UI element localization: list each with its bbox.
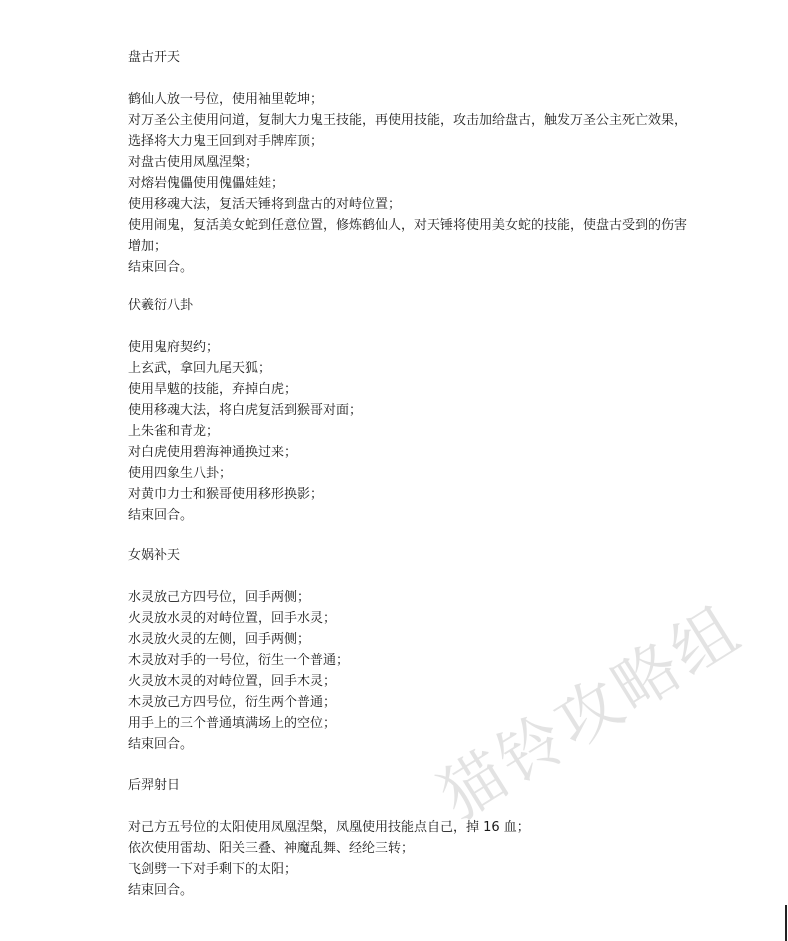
step-line: 上玄武，拿回九尾天狐；	[128, 361, 272, 376]
step-list	[128, 817, 728, 901]
step-line: 结束回合。	[128, 737, 194, 752]
step-line: 对白虎使用碧海神通换过来；	[128, 445, 298, 460]
watermark: 猫铃攻略组	[427, 591, 755, 835]
step-list	[128, 89, 728, 278]
section-nuwa	[128, 545, 728, 755]
step-line: 对熔岩傀儡使用傀儡娃娃；	[128, 176, 285, 191]
step-line: 鹤仙人放一号位，使用袖里乾坤；	[128, 92, 324, 107]
step-line: 结束回合。	[128, 508, 194, 523]
section-houyi	[128, 775, 728, 901]
step-line: 结束回合。	[128, 883, 194, 898]
step-line: 对己方五号位的太阳使用凤凰涅槃，凤凰使用技能点自己，掉 16 血；	[128, 820, 530, 835]
step-line: 木灵放己方四号位，衍生两个普通；	[128, 695, 337, 710]
step-line: 火灵放木灵的对峙位置，回手木灵；	[128, 674, 337, 689]
section-fuxi	[128, 295, 728, 526]
section-title: 女娲补天	[128, 548, 181, 563]
step-line: 上朱雀和青龙；	[128, 424, 220, 439]
section-title: 伏羲衍八卦	[128, 298, 194, 313]
step-line: 使用四象生八卦；	[128, 466, 233, 481]
step-line: 使用鬼府契约；	[128, 340, 220, 355]
step-line: 对黄巾力士和猴哥使用移形换影；	[128, 487, 324, 502]
step-line: 飞剑劈一下对手剩下的太阳；	[128, 862, 298, 877]
step-list	[128, 337, 728, 526]
step-line: 结束回合。	[128, 260, 194, 275]
step-line: 木灵放对手的一号位，衍生一个普通；	[128, 653, 350, 668]
section-title: 后羿射日	[128, 778, 181, 793]
step-line: 水灵放己方四号位，回手两侧；	[128, 590, 311, 605]
section-title: 盘古开天	[128, 50, 181, 65]
step-line: 使用闹鬼，复活美女蛇到任意位置，修炼鹤仙人，对天锤将使用美女蛇的技能，使盘古受到的伤害增加；	[128, 218, 688, 254]
step-line: 依次使用雷劫、阳关三叠、神魔乱舞、经纶三转；	[128, 841, 415, 856]
step-line: 使用移魂大法，复活天锤将到盘古的对峙位置；	[128, 197, 402, 212]
step-line: 使用旱魃的技能，弃掉白虎；	[128, 382, 298, 397]
step-line: 水灵放火灵的左侧，回手两侧；	[128, 632, 311, 647]
step-line: 对万圣公主使用问道，复制大力鬼王技能，再使用技能，攻击加给盘古，触发万圣公主死亡效果，选择将大力鬼王回到对手牌库顶；	[128, 113, 688, 149]
text-cursor	[785, 905, 787, 941]
step-line: 对盘古使用凤凰涅槃；	[128, 155, 259, 170]
step-line: 火灵放水灵的对峙位置，回手水灵；	[128, 611, 337, 626]
step-line: 用手上的三个普通填满场上的空位；	[128, 716, 337, 731]
step-line: 使用移魂大法，将白虎复活到猴哥对面；	[128, 403, 363, 418]
section-pangu	[128, 47, 728, 278]
step-list	[128, 587, 728, 755]
